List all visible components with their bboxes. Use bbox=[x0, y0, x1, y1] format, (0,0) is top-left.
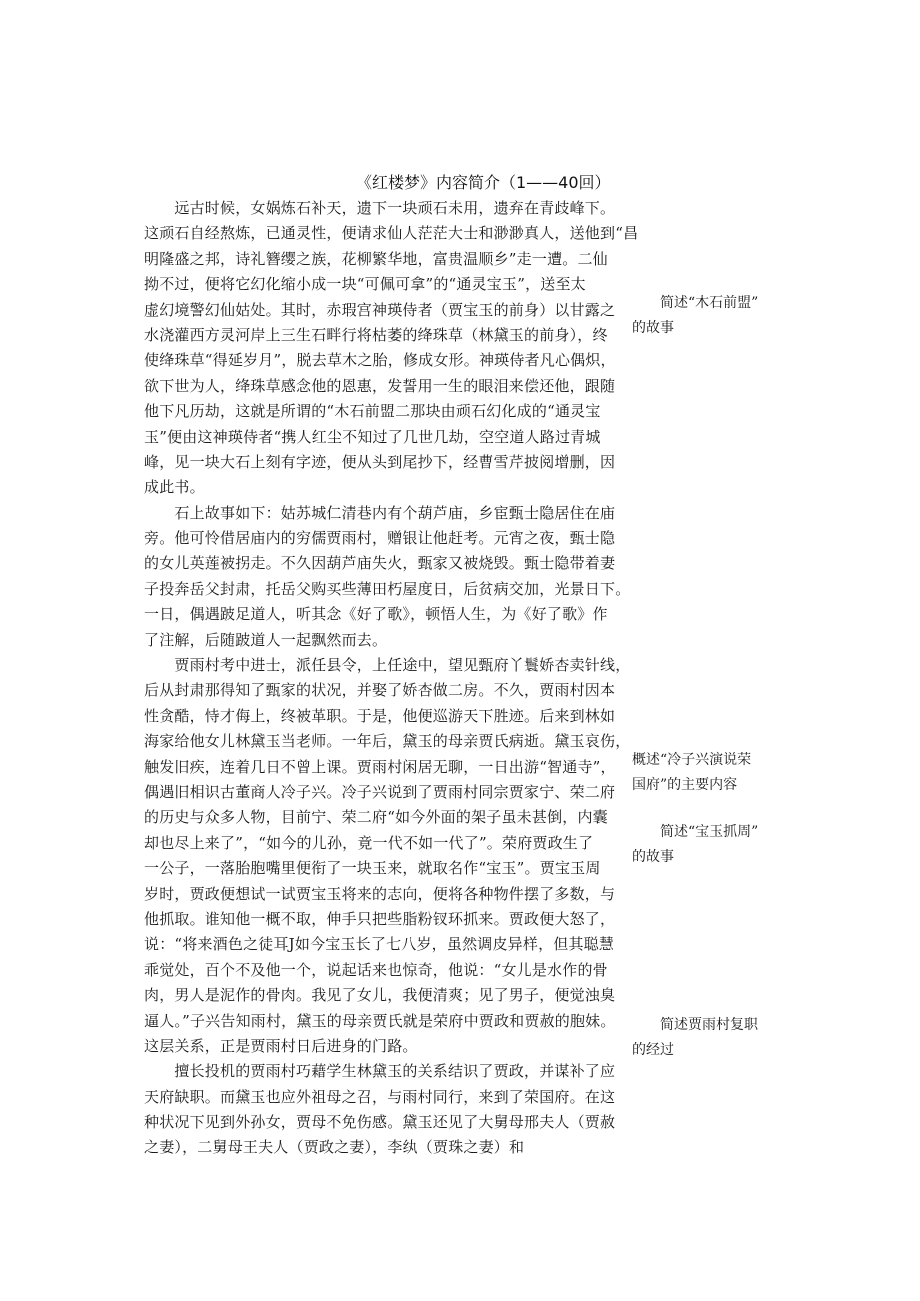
body-line: 远古时候，女娲炼石补天，遗下一块顽石未用，遗弃在青歧峰下。 bbox=[144, 199, 616, 217]
body-line: 水浇灌西方灵河岸上三生石畔行将枯萎的绛珠草（林黛玉的前身），终 bbox=[144, 325, 608, 344]
body-line: 旁。他可怜借居庙内的穷儒贾雨村，赠银让他赶考。元宵之夜，甄士隐 bbox=[144, 529, 616, 548]
body-line: 子投奔岳父封肃，托岳父购买些薄田朽屋度日，后贫病交加，光景日下。 bbox=[144, 579, 631, 598]
body-line: 成此书。 bbox=[144, 478, 205, 497]
body-line: 触发旧疾，连着几日不曾上课。贾雨村闲居无聊，一日出游“智通寺”， bbox=[144, 757, 616, 776]
body-line: 天府缺职。而黛玉也应外祖母之召，与雨村同行，来到了荣国府。在这 bbox=[144, 1087, 616, 1106]
body-line: 的女儿英莲被拐走。不久因葫芦庙失火，甄家又被烧毁。甄士隐带着妻 bbox=[144, 554, 616, 573]
document-title: 《红楼梦》内容简介（1——40回） bbox=[356, 173, 611, 192]
margin-note-mushi bbox=[632, 291, 758, 342]
body-line: 一日，偶遇跛足道人，听其念《好了歌》，顿悟人生，为《好了歌》作 bbox=[144, 605, 608, 624]
body-line: 他下凡历劫，这就是所谓的“木石前盟二那块由顽石幻化成的“通灵宝 bbox=[144, 402, 601, 421]
body-line: 使绛珠草“得延岁月”，脱去草木之胎，修成女形。神瑛侍者凡心偶炽， bbox=[144, 351, 616, 370]
body-line: 擅长投机的贾雨村巧藉学生林黛玉的关系结识了贾政，并谋补了应 bbox=[144, 1062, 616, 1081]
body-text bbox=[144, 196, 639, 1161]
body-line: 明隆盛之邦，诗礼簪缨之族，花柳繁华地，富贵温顺乡”走一遭。二仙 bbox=[144, 249, 608, 268]
body-line: 一公子，一落胎胞嘴里便衔了一块玉来，就取名作“宝玉”。贾宝玉周 bbox=[144, 859, 601, 878]
margin-note-line: 简述“木石前盟” bbox=[632, 295, 759, 311]
body-line: 却也尽上来了”，“如今的儿孙，竟一代不如一代了”。荣府贾政生了 bbox=[144, 833, 594, 852]
margin-note-line: 概述“冷子兴演说荣 bbox=[632, 752, 752, 768]
margin-note-line: 国府”的主要内容 bbox=[632, 777, 738, 794]
body-line: 种状况下见到外孙女，贾母不免伤感。黛玉还见了大舅母邢夫人（贾赦 bbox=[144, 1113, 616, 1132]
body-line: 贾雨村考中进士，派任县令，上任途中，望见甄府丫鬟娇杏卖针线， bbox=[144, 656, 631, 675]
margin-note-fuzhi bbox=[632, 1013, 758, 1064]
body-line: 欲下世为人，绛珠草感念他的恩惠，发誓用一生的眼泪来偿还他，跟随 bbox=[144, 376, 616, 395]
body-line: 拗不过，便将它幻化缩小成一块“可佩可拿”的“通灵宝玉”，送至太 bbox=[144, 275, 586, 294]
body-line: 乖觉处，百个不及他一个，说起话来也惊奇，他说：“女儿是水作的骨 bbox=[144, 960, 608, 979]
body-line: 这顽石自经熬炼，已通灵性，便请求仙人茫茫大士和渺渺真人，送他到“昌 bbox=[144, 224, 639, 243]
body-line: 肉，男人是泥作的骨肉。我见了女儿，我便清爽；见了男子，便觉浊臭 bbox=[144, 986, 616, 1005]
margin-note-lengzixing bbox=[632, 748, 751, 799]
margin-note-line: 的故事 bbox=[632, 849, 674, 866]
body-line: 虚幻境警幻仙姑处。其时，赤瑕宫神瑛侍者（贾宝玉的前身）以甘露之 bbox=[144, 300, 616, 319]
margin-note-line: 的经过 bbox=[632, 1042, 674, 1059]
margin-note-line: 简述“宝玉抓周” bbox=[632, 824, 759, 840]
body-line: 了注解，后随跛道人一起飘然而去。 bbox=[144, 630, 388, 649]
margin-note-zhuazhou bbox=[632, 820, 758, 871]
margin-note-line: 的故事 bbox=[632, 320, 674, 337]
body-line: 的历史与众多人物，目前宁、荣二府“如今外面的架子虽未甚倒，内囊 bbox=[144, 808, 608, 827]
body-line: 玉”便由这神瑛侍者“携人红尘不知过了几世几劫，空空道人路过青城 bbox=[144, 427, 601, 446]
body-line: 石上故事如下：姑苏城仁清巷内有个葫芦庙，乡宦甄士隐居住在庙 bbox=[144, 503, 616, 522]
margin-note-line: 简述贾雨村复职 bbox=[632, 1017, 758, 1033]
body-line: 偶遇旧相识古董商人冷子兴。冷子兴说到了贾雨村同宗贾家宁、荣二府 bbox=[144, 782, 616, 801]
body-line: 后从封肃那得知了甄家的状况，并娶了娇杏做二房。不久，贾雨村因本 bbox=[144, 681, 616, 700]
body-line: 海家给他女儿林黛玉当老师。一年后，黛玉的母亲贾氏病逝。黛玉哀伤， bbox=[144, 732, 631, 751]
body-line: 性贪酷，恃才侮上，终被革职。于是，他便巡游天下胜迹。后来到林如 bbox=[144, 706, 616, 725]
body-line: 他抓取。谁知他一概不取，伸手只把些脂粉钗环抓来。贾政便大怒了， bbox=[144, 909, 616, 928]
body-line: 峰，见一块大石上刻有字迹，便从头到尾抄下，经曹雪芹披阅增删，因 bbox=[144, 452, 616, 471]
body-line: 这层关系，正是贾雨村日后进身的门路。 bbox=[144, 1036, 418, 1055]
body-line: 说：“将来酒色之徒耳J如今宝玉长了七八岁，虽然调皮异样，但其聪慧 bbox=[144, 935, 615, 954]
body-line: 之妻），二舅母王夫人（贾政之妻），李纨（贾珠之妻）和 bbox=[144, 1138, 525, 1157]
body-line: 岁时，贾政便想试一试贾宝玉将来的志向，便将各种物件摆了多数，与 bbox=[144, 884, 616, 903]
body-line: 逼人。”子兴告知雨村，黛玉的母亲贾氏就是荣府中贾政和贾赦的胞妹。 bbox=[144, 1011, 616, 1030]
